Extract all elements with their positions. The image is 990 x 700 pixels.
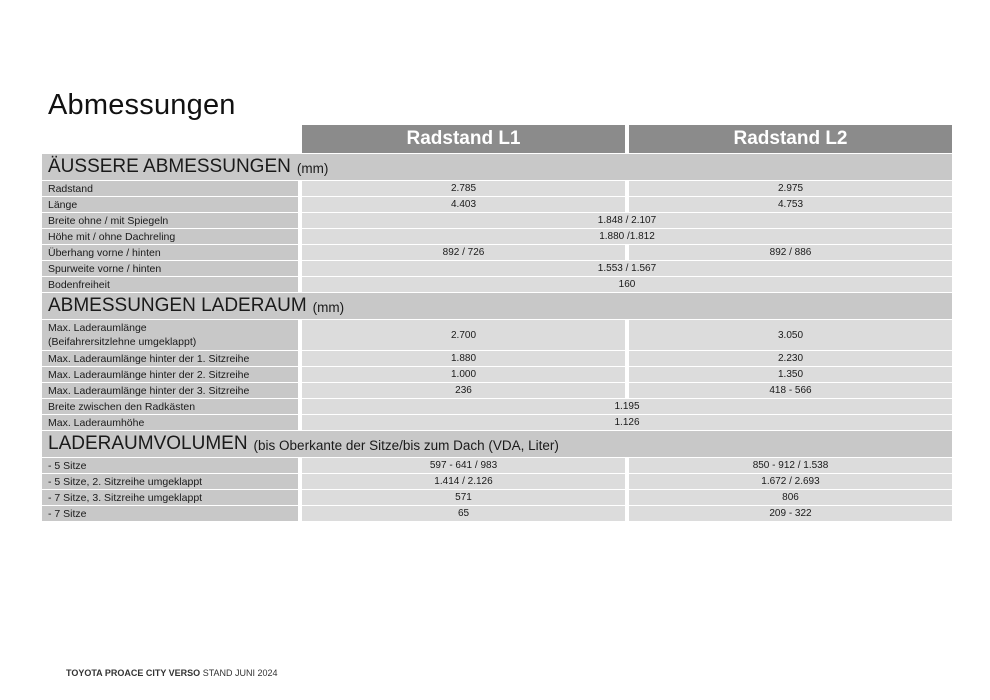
row-value-both: 1.880 /1.812 bbox=[302, 229, 952, 244]
footer bbox=[66, 668, 278, 678]
row-label: - 5 Sitze bbox=[42, 458, 298, 473]
dimensions-table bbox=[42, 125, 952, 522]
footer-brand: TOYOTA PROACE CITY VERSO bbox=[66, 668, 201, 678]
row-label: Breite zwischen den Radkästen bbox=[42, 399, 298, 414]
section-title: ÄUSSERE ABMESSUNGEN bbox=[48, 156, 291, 177]
row-label: Max. Laderaumlänge hinter der 1. Sitzreihe bbox=[42, 351, 298, 366]
row-value-both: 1.195 bbox=[302, 399, 952, 414]
row-label: Spurweite vorne / hinten bbox=[42, 261, 298, 276]
row-label-line: (Beifahrersitzlehne umgeklappt) bbox=[48, 336, 197, 348]
row-value-l2: 806 bbox=[629, 490, 952, 505]
row-value-l1: 2.785 bbox=[302, 181, 625, 196]
page-title: Abmessungen bbox=[48, 89, 236, 122]
row-label: Höhe mit / ohne Dachreling bbox=[42, 229, 298, 244]
row-label: Max. Laderaumlänge hinter der 3. Sitzreihe bbox=[42, 383, 298, 398]
section-unit: (mm) bbox=[312, 300, 345, 315]
row-label: Breite ohne / mit Spiegeln bbox=[42, 213, 298, 228]
row-value-l2: 1.350 bbox=[629, 367, 952, 382]
row-label: Überhang vorne / hinten bbox=[42, 245, 298, 260]
row-value-l1: 892 / 726 bbox=[302, 245, 625, 260]
row-value-l2: 2.230 bbox=[629, 351, 952, 366]
row-value-l1: 236 bbox=[302, 383, 625, 398]
row-value-l2: 209 - 322 bbox=[629, 506, 952, 521]
row-value-l1: 1.000 bbox=[302, 367, 625, 382]
row-value-l1: 4.403 bbox=[302, 197, 625, 212]
row-value-l2: 850 - 912 / 1.538 bbox=[629, 458, 952, 473]
section-title: ABMESSUNGEN LADERAUM bbox=[48, 295, 307, 316]
row-value-l2: 1.672 / 2.693 bbox=[629, 474, 952, 489]
row-label: Bodenfreiheit bbox=[42, 277, 298, 292]
row-value-l1: 65 bbox=[302, 506, 625, 521]
row-value-l2: 2.975 bbox=[629, 181, 952, 196]
row-label: - 7 Sitze bbox=[42, 506, 298, 521]
row-label-lines bbox=[48, 321, 196, 349]
section-header bbox=[42, 293, 952, 319]
row-label: Max. Laderaumlänge hinter der 2. Sitzreihe bbox=[42, 367, 298, 382]
row-value-l1: 2.700 bbox=[302, 320, 625, 350]
row-value-l1: 1.880 bbox=[302, 351, 625, 366]
row-label: - 5 Sitze, 2. Sitzreihe umgeklappt bbox=[42, 474, 298, 489]
row-value-l1: 597 - 641 / 983 bbox=[302, 458, 625, 473]
section-unit: (mm) bbox=[296, 161, 329, 176]
row-value-both: 1.553 / 1.567 bbox=[302, 261, 952, 276]
row-label: - 7 Sitze, 3. Sitzreihe umgeklappt bbox=[42, 490, 298, 505]
footer-note: STAND JUNI 2024 bbox=[202, 668, 278, 678]
row-value-l1: 571 bbox=[302, 490, 625, 505]
section-unit: (bis Oberkante der Sitze/bis zum Dach (VDA, Liter) bbox=[253, 438, 559, 453]
column-header-l2: Radstand L2 bbox=[629, 125, 952, 153]
row-value-both: 160 bbox=[302, 277, 952, 292]
row-value-l2: 3.050 bbox=[629, 320, 952, 350]
row-label: Max. Laderaumhöhe bbox=[42, 415, 298, 430]
section-header bbox=[42, 431, 952, 457]
row-label: Radstand bbox=[42, 181, 298, 196]
row-label bbox=[42, 320, 298, 350]
row-value-both: 1.126 bbox=[302, 415, 952, 430]
section-title: LADERAUMVOLUMEN bbox=[48, 433, 248, 454]
row-value-l2: 4.753 bbox=[629, 197, 952, 212]
row-value-l2: 892 / 886 bbox=[629, 245, 952, 260]
row-value-both: 1.848 / 2.107 bbox=[302, 213, 952, 228]
row-value-l1: 1.414 / 2.126 bbox=[302, 474, 625, 489]
header-blank bbox=[42, 125, 298, 153]
row-label: Länge bbox=[42, 197, 298, 212]
row-label-line: Max. Laderaumlänge bbox=[48, 322, 147, 334]
section-header bbox=[42, 154, 952, 180]
row-value-l2: 418 - 566 bbox=[629, 383, 952, 398]
column-header-l1: Radstand L1 bbox=[302, 125, 625, 153]
